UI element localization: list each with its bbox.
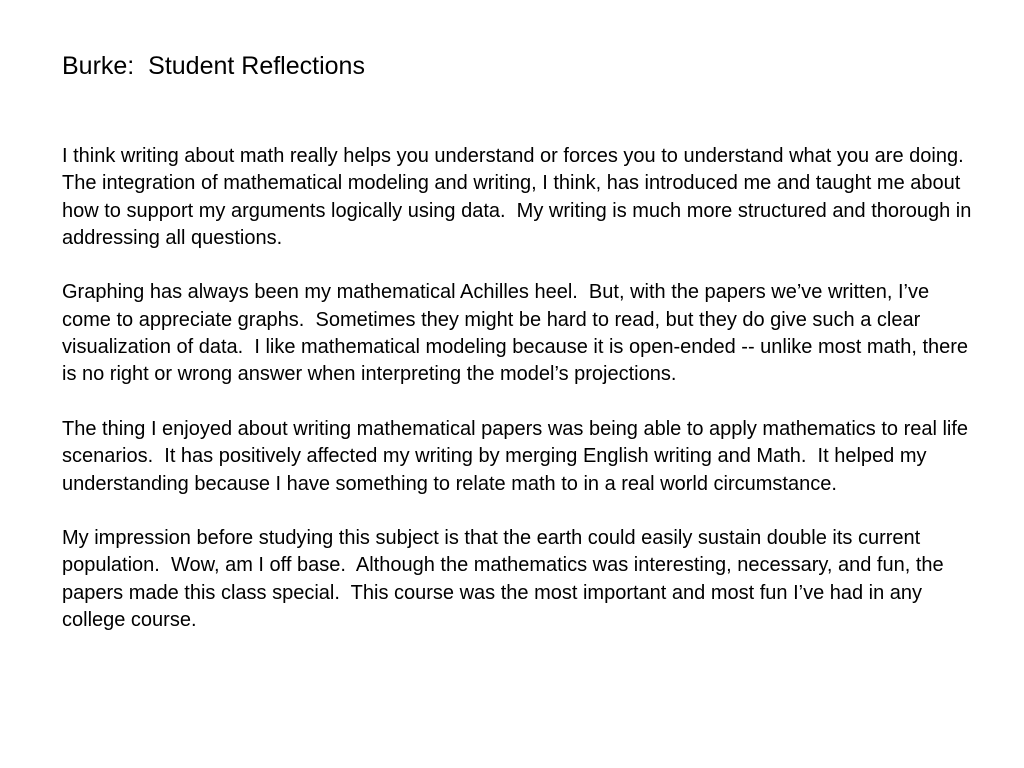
reflection-paragraph-3: The thing I enjoyed about writing mathematical papers was being able to apply mathematics to real life scenarios. It has positively affected my writing by merging English writing and Math. It helped my understanding because I have something to relate math to in a real world circumstance.	[62, 417, 974, 495]
reflection-paragraph-1: I think writing about math really helps you understand or forces you to understand what you are doing. The integration of mathematical modeling and writing, I think, has introduced me and taught me about how to support my arguments logically using data. My writing is much more structured and thorough in addressing all questions.	[62, 145, 977, 249]
slide-body	[62, 143, 982, 634]
slide-title: Burke: Student Reflections	[62, 52, 365, 80]
reflection-paragraph-2: Graphing has always been my mathematical Achilles heel. But, with the papers we’ve written, I’ve come to appreciate graphs. Sometimes they might be hard to read, but they do give such a clear visualization of data. I like mathematical modeling because it is open-ended -- unlike most math, there is no right or wrong answer when interpreting the model’s projections.	[62, 281, 974, 386]
reflection-paragraph-4: My impression before studying this subject is that the earth could easily sustain double its current population. Wow, am I off base. Although the mathematics was interesting, necessary, and fun, the papers made this class special. This course was the most important and most fun I’ve had in any college course.	[62, 527, 950, 632]
